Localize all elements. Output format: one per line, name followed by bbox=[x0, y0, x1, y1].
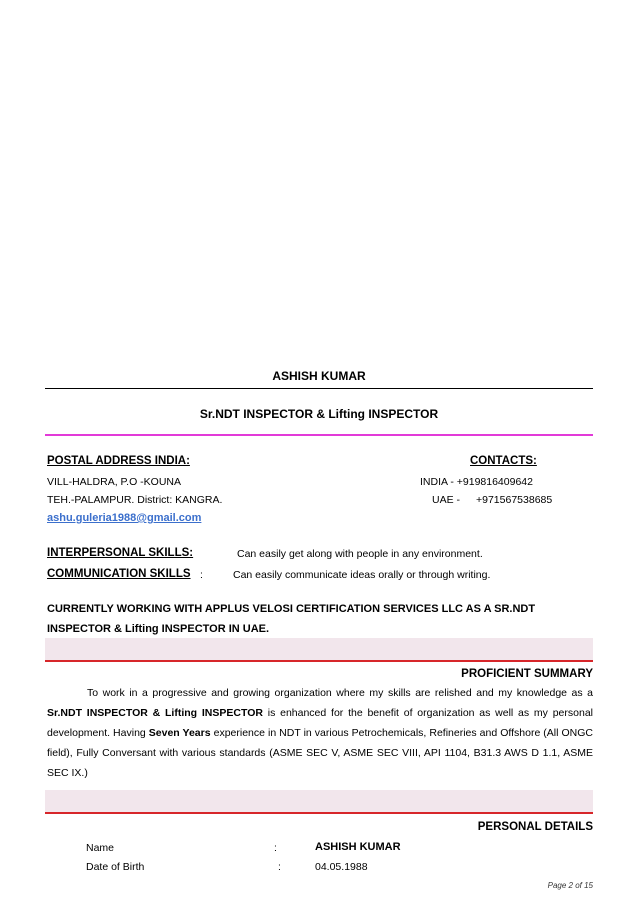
summary-heading: PROFICIENT SUMMARY bbox=[461, 668, 593, 680]
section-band-1 bbox=[45, 638, 593, 662]
section-band-2 bbox=[45, 790, 593, 814]
summary-paragraph bbox=[47, 683, 593, 783]
divider-black bbox=[45, 388, 593, 389]
personal-name-label: Name bbox=[86, 842, 115, 854]
contact-uae-label: UAE - bbox=[432, 494, 461, 506]
personal-name-value: ASHISH KUMAR bbox=[315, 841, 401, 853]
address-line-1: VILL-HALDRA, P.O -KOUNA bbox=[47, 476, 182, 488]
summary-text-b: is enhanced for the benefit of organization as well as my personal development. Having bbox=[47, 707, 593, 739]
personal-name-sep: : bbox=[274, 842, 277, 854]
personal-dob-label: Date of Birth bbox=[86, 861, 145, 873]
email-link[interactable]: ashu.guleria1988@gmail.com bbox=[47, 512, 202, 524]
personal-details-heading: PERSONAL DETAILS bbox=[477, 821, 593, 833]
designation-title: Sr.NDT INSPECTOR & Lifting INSPECTOR bbox=[199, 407, 439, 421]
summary-bold-years: Seven Years bbox=[148, 727, 211, 739]
address-heading: POSTAL ADDRESS INDIA: bbox=[47, 455, 190, 467]
communication-skills-label: COMMUNICATION SKILLS bbox=[47, 568, 191, 580]
current-work-line-1: CURRENTLY WORKING WITH APPLUS VELOSI CERTIFICATION SERVICES LLC AS A SR.NDT bbox=[47, 603, 536, 615]
personal-dob-value: 04.05.1988 bbox=[315, 861, 368, 873]
contacts-heading: CONTACTS: bbox=[470, 455, 537, 467]
communication-skills-text: Can easily communicate ideas orally or through writing. bbox=[233, 569, 491, 581]
summary-text-c: experience in NDT in various Petrochemicals, Refineries and Offshore (All ONGC field), Fully Conversant with various standards (ASME SEC V, ASME SEC VIII, API 1104, B31.3 AWS D 1.1, ASME SEC IX.) bbox=[47, 727, 593, 779]
candidate-name: ASHISH KUMAR bbox=[272, 369, 366, 383]
interpersonal-skills-text: Can easily get along with people in any environment. bbox=[237, 548, 483, 560]
interpersonal-skills-label: INTERPERSONAL SKILLS: bbox=[47, 547, 194, 559]
divider-pink bbox=[45, 434, 593, 436]
summary-text-a: To work in a progressive and growing organization where my skills are relished and my knowledge as a bbox=[87, 687, 593, 699]
current-work-line-2: INSPECTOR & Lifting INSPECTOR IN UAE. bbox=[47, 623, 270, 635]
communication-skills-colon: : bbox=[200, 569, 203, 581]
page-number: Page 2 of 15 bbox=[547, 881, 593, 890]
contact-uae-number: +971567538685 bbox=[476, 494, 553, 506]
contact-india: INDIA - +919816409642 bbox=[420, 476, 533, 488]
summary-bold-designation: Sr.NDT INSPECTOR & Lifting INSPECTOR bbox=[47, 707, 263, 719]
address-line-2: TEH.-PALAMPUR. District: KANGRA. bbox=[47, 494, 223, 506]
personal-dob-sep: : bbox=[278, 861, 281, 873]
